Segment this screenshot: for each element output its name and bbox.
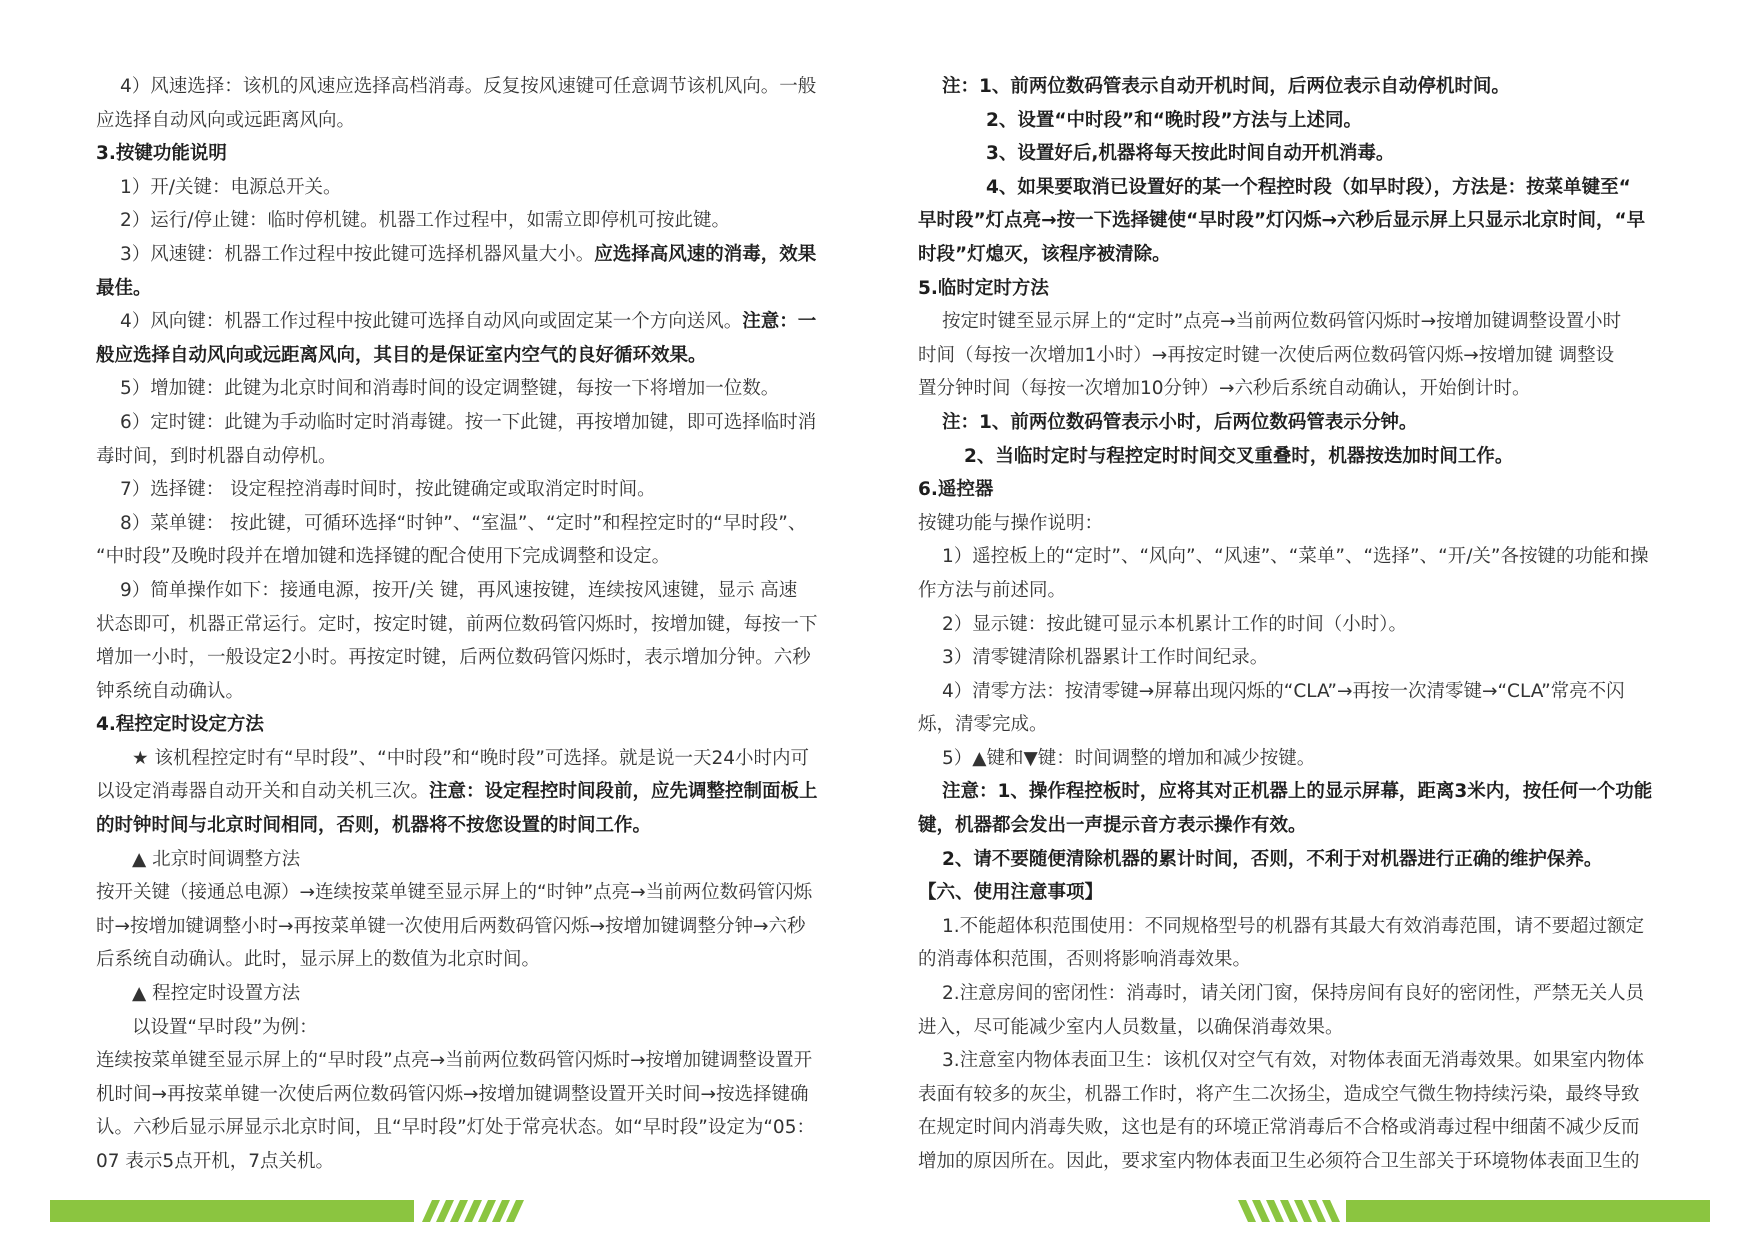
right-text-line (918, 238, 1668, 272)
right-text-line (918, 910, 1668, 944)
right-text-line (918, 977, 1668, 1011)
left-text-line (96, 977, 846, 1011)
bold-text-run: 2、设置“中时段”和“晚时段”方法与上述同。 (986, 109, 1363, 131)
text-run: ▲ 程控定时设置方法 (132, 983, 301, 1005)
bold-text-run: 的时钟时间与北京时间相同，否则，机器将不按您设置的时间工作。 (96, 815, 652, 837)
right-text-line (918, 1011, 1668, 1045)
right-text-line (918, 641, 1668, 675)
text-run: 3）风速键：机器工作过程中按此键可选择机器风量大小。 (120, 243, 595, 265)
text-run: 4）风速选择：该机的风速应选择高档消毒。反复按风速键可任意调节该机风向。一般 (120, 76, 817, 97)
text-run: 连续按菜单键至显示屏上的“早时段”点亮→当前两位数码管闪烁时→按增加键调整设置开 (96, 1050, 813, 1072)
text-run: 后系统自动确认。此时，显示屏上的数值为北京时间。 (96, 949, 541, 971)
text-run: 作方法与前述同。 (918, 579, 1067, 601)
left-text-line (96, 608, 846, 642)
left-text-line (96, 272, 846, 306)
right-text-line (918, 608, 1668, 642)
left-text-line (96, 507, 846, 541)
right-text-line (918, 775, 1668, 809)
left-text-line (96, 372, 846, 406)
text-run: 1）遥控板上的“定时”、“风向”、“风速”、“菜单”、“选择”、“开/关”各按键的功能和操 (942, 546, 1649, 568)
text-run: 按键功能与操作说明： (918, 512, 1104, 534)
bold-text-run: 3、设置好后,机器将每天按此时间自动开机消毒。 (986, 143, 1395, 165)
bold-text-run: 4、如果要取消已设置好的某一个程控时段（如早时段），方法是：按菜单键至“ (986, 176, 1631, 198)
text-run: 以设置“早时段”为例： (132, 1016, 318, 1038)
text-run: 在规定时间内消毒失败，这也是有的环境正常消毒后不合格或消毒过程中细菌不减少反而 (918, 1117, 1640, 1139)
text-run: 2）显示键：按此键可显示本机累计工作的时间（小时）。 (942, 613, 1408, 635)
left-text-line (96, 742, 846, 776)
right-text-line (918, 305, 1668, 339)
text-run: 烁，清零完成。 (918, 714, 1048, 736)
text-run: 的消毒体积范围，否则将影响消毒效果。 (918, 949, 1252, 971)
text-run: ▲ 北京时间调整方法 (132, 848, 301, 870)
text-run: 3.注意室内物体表面卫生：该机仅对空气有效，对物体表面无消毒效果。如果室内物体 (942, 1050, 1645, 1072)
left-text-line (96, 775, 846, 809)
left-footer-stripes-svg (50, 1200, 526, 1222)
bold-text-run: 早时段”灯点亮→按一下选择键使“早时段”灯闪烁→六秒后显示屏上只显示北京时间，“早 (918, 210, 1646, 232)
bold-text-run: 键，机器都会发出一声提示音方表示操作有效。 (918, 815, 1307, 837)
right-text-line (918, 372, 1668, 406)
left-text-line (96, 574, 846, 608)
right-text-line (918, 473, 1668, 507)
bold-text-run: 般应选择自动风向或远距离风向，其目的是保证室内空气的良好循环效果。 (96, 344, 707, 366)
text-run: 2）运行/停止键：临时停机键。机器工作过程中，如需立即停机可按此键。 (120, 210, 731, 232)
right-text-line (918, 574, 1668, 608)
right-text-line (918, 540, 1668, 574)
right-footer-stripes-svg (1236, 1200, 1710, 1222)
left-text-line (96, 305, 846, 339)
text-run: 1）开/关键：电源总开关。 (120, 176, 342, 198)
right-text-line (918, 104, 1668, 138)
right-text-line (918, 70, 1668, 104)
text-run: 3）清零键清除机器累计工作时间纪录。 (942, 647, 1269, 669)
text-run: 按开关键（接通总电源）→连续按菜单键至显示屏上的“时钟”点亮→当前两位数码管闪烁 (96, 882, 813, 904)
text-run: 时间（每按一次增加1小时）→再按定时键一次使后两位数码管闪烁→按增加键 调整设 (918, 344, 1615, 366)
text-run: 6）定时键：此键为手动临时定时消毒键。按一下此键，再按增加键，即可选择临时消 (120, 411, 817, 433)
text-run: “中时段”及晚时段并在增加键和选择键的配合使用下完成调整和设定。 (96, 546, 671, 568)
text-run: ★ 该机程控定时有“早时段”、“中时段”和“晚时段”可选择。就是说一天24小时内可 (132, 747, 810, 769)
left-text-line (96, 1078, 846, 1112)
left-text-line (96, 809, 846, 843)
bold-text-run: 2、当临时定时与程控定时时间交叉重叠时，机器按迭加时间工作。 (964, 445, 1514, 467)
left-text-line (96, 843, 846, 877)
text-run: 9）简单操作如下：接通电源，按开/关 键，再风速按键，连续按风速键，显示 高速 (120, 579, 798, 601)
left-column (96, 70, 846, 1179)
left-text-line (96, 943, 846, 977)
text-run: 置分钟时间（每按一次增加10分钟）→六秒后系统自动确认，开始倒计时。 (918, 378, 1531, 400)
left-text-line (96, 440, 846, 474)
text-run: 5）增加键：此键为北京时间和消毒时间的设定调整键，每按一下将增加一位数。 (120, 378, 780, 400)
right-text-line (918, 708, 1668, 742)
text-run: 机时间→再按菜单键一次使后两位数码管闪烁→按增加键调整设置开关时间→按选择键确 (96, 1083, 809, 1105)
left-text-line (96, 1145, 846, 1179)
text-run: 增加的原因所在。因此，要求室内物体表面卫生必须符合卫生部关于环境物体表面卫生的 (918, 1151, 1640, 1172)
left-text-line (96, 339, 846, 373)
right-text-line (918, 675, 1668, 709)
text-run: 5）▲键和▼键：时间调整的增加和减少按键。 (942, 747, 1316, 769)
bold-text-run: 注意：设定程控时间段前，应先调整控制面板上 (429, 781, 818, 803)
left-text-line (96, 104, 846, 138)
right-text-line (918, 406, 1668, 440)
bold-text-run: 注：1、前两位数码管表示小时，后两位数码管表示分钟。 (942, 411, 1418, 433)
bold-text-run: 注：1、前两位数码管表示自动开机时间，后两位表示自动停机时间。 (942, 76, 1510, 97)
text-run: 钟系统自动确认。 (96, 680, 245, 702)
bold-text-run: 注意：1、操作程控板时，应将其对正机器上的显示屏幕，距离3米内，按任何一个功能 (942, 781, 1653, 803)
right-text-line (918, 1078, 1668, 1112)
text-run: 应选择自动风向或远距离风向。 (96, 109, 356, 131)
text-run: 3.按键功能说明 (96, 143, 227, 165)
left-text-line (96, 910, 846, 944)
right-text-line (918, 809, 1668, 843)
text-run: 以设定消毒器自动开关和自动关机三次。 (96, 781, 430, 803)
right-text-line (918, 1044, 1668, 1078)
text-run: 毒时间，到时机器自动停机。 (96, 445, 337, 467)
text-run: 认。六秒后显示屏显示北京时间，且“早时段”灯处于常亮状态。如“早时段”设定为“05： (96, 1117, 815, 1139)
text-run: 4）清零方法：按清零键→屏幕出现闪烁的“CLA”→再按一次清零键→“CLA”常亮不闪 (942, 680, 1625, 702)
left-text-line (96, 473, 846, 507)
left-text-line (96, 1111, 846, 1145)
right-text-line (918, 272, 1668, 306)
text-run: 2.注意房间的密闭性：消毒时，请关闭门窗，保持房间有良好的密闭性，严禁无关人员 (942, 983, 1645, 1005)
text-run: 1.不能超体积范围使用：不同规格型号的机器有其最大有效消毒范围，请不要超过额定 (942, 915, 1645, 937)
left-text-line (96, 1044, 846, 1078)
right-text-line (918, 742, 1668, 776)
text-run: 时→按增加键调整小时→再按菜单键一次使用后两数码管闪烁→按增加键调整分钟→六秒 (96, 915, 806, 937)
left-text-line (96, 137, 846, 171)
left-text-line (96, 876, 846, 910)
right-text-line (918, 137, 1668, 171)
bold-text-run: 2、请不要随便清除机器的累计时间，否则，不利于对机器进行正确的维护保养。 (942, 848, 1603, 870)
left-text-line (96, 540, 846, 574)
left-text-line (96, 641, 846, 675)
text-run: 进入，尽可能减少室内人员数量，以确保消毒效果。 (918, 1016, 1344, 1038)
left-text-line (96, 708, 846, 742)
right-text-line (918, 943, 1668, 977)
text-run: 按定时键至显示屏上的“定时”点亮→当前两位数码管闪烁时→按增加键调整设置小时 (942, 311, 1622, 333)
bold-text-run: 注意：一 (742, 311, 817, 333)
text-run: 增加一小时，一般设定2小时。再按定时键，后两位数码管闪烁时，表示增加分钟。六秒 (96, 647, 811, 669)
right-text-line (918, 507, 1668, 541)
text-run: 表面有较多的灰尘，机器工作时，将产生二次扬尘，造成空气微生物持续污染，最终导致 (918, 1083, 1640, 1105)
text-run: 6.遥控器 (918, 479, 994, 501)
right-text-line (918, 339, 1668, 373)
bold-text-run: 时段”灯熄灭，该程序被清除。 (918, 243, 1171, 265)
left-text-line (96, 171, 846, 205)
left-text-line (96, 238, 846, 272)
text-run: 状态即可，机器正常运行。定时，按定时键，前两位数码管闪烁时，按增加键，每按一下 (96, 613, 818, 635)
bold-text-run: 最佳。 (96, 277, 152, 299)
text-run: 8）菜单键： 按此键，可循环选择“时钟”、“室温”、“定时”和程控定时的“早时段”、 (120, 512, 807, 534)
bold-text-run: 应选择高风速的消毒，效果 (594, 243, 817, 265)
right-text-line (918, 843, 1668, 877)
left-text-line (96, 1011, 846, 1045)
text-run: 4）风向键：机器工作过程中按此键可选择自动风向或固定某一个方向送风。 (120, 311, 743, 333)
text-run: 4.程控定时设定方法 (96, 714, 264, 736)
left-text-line (96, 406, 846, 440)
left-text-line (96, 70, 846, 104)
right-column (918, 70, 1668, 1179)
right-text-line (918, 1111, 1668, 1145)
text-run: 5.临时定时方法 (918, 277, 1049, 299)
right-text-line (918, 440, 1668, 474)
right-text-line (918, 171, 1668, 205)
left-footer-decoration (50, 1200, 526, 1222)
text-run: 【六、使用注意事项】 (918, 882, 1104, 904)
right-text-line (918, 1145, 1668, 1179)
left-text-line (96, 675, 846, 709)
text-run: 07 表示5点开机，7点关机。 (96, 1151, 334, 1172)
right-footer-decoration (1236, 1200, 1710, 1222)
left-text-line (96, 204, 846, 238)
right-text-line (918, 876, 1668, 910)
right-text-line (918, 204, 1668, 238)
text-run: 7）选择键： 设定程控消毒时间时，按此键确定或取消定时时间。 (120, 479, 656, 501)
